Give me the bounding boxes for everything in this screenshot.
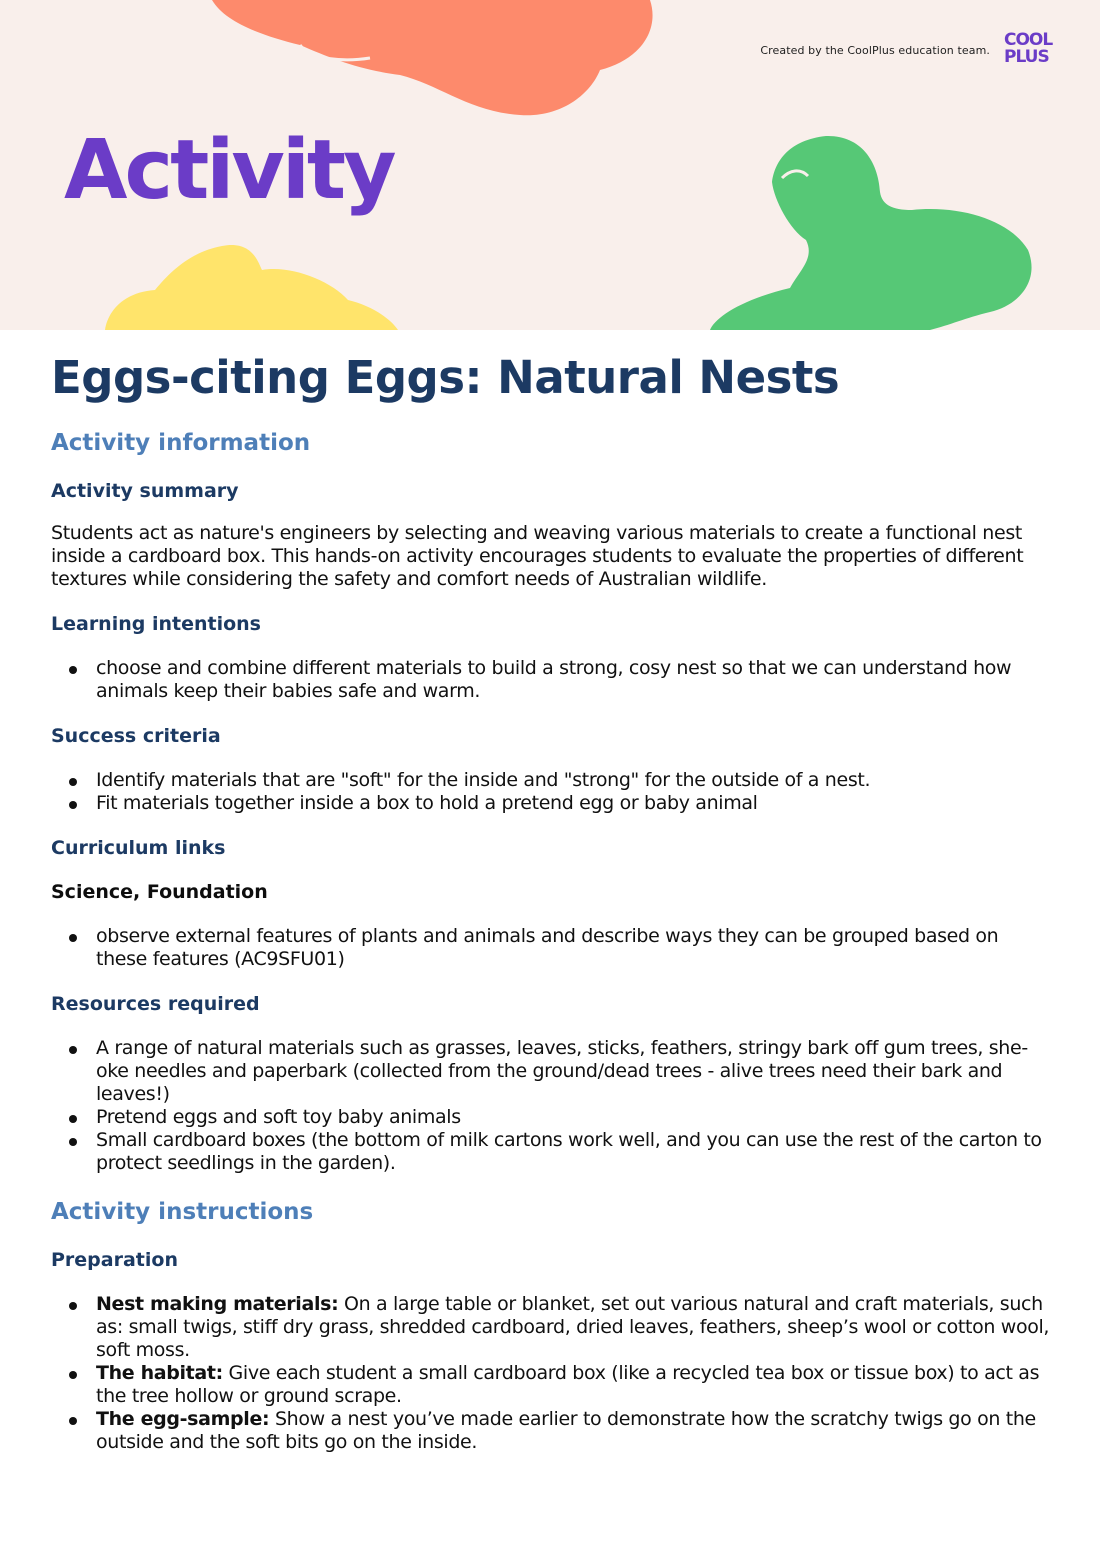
bullet-icon (69, 778, 77, 786)
curriculum-list (51, 925, 1051, 971)
list-item-text: Identify materials that are "soft" for the inside and "strong" for the outside of a nest. (96, 769, 871, 791)
learning-intentions-list (51, 657, 1051, 703)
bullet-icon (69, 801, 77, 809)
page-header (0, 0, 1100, 330)
list-item-text: Small cardboard boxes (the bottom of milk cartons work well, and you can use the rest of the carton to protect seedlings in the garden). (96, 1129, 1042, 1174)
curriculum-subject: Science, Foundation (51, 881, 268, 903)
bullet-icon (69, 1302, 77, 1310)
bullet-icon (69, 1417, 77, 1425)
yellow-blob (105, 245, 398, 330)
list-item (51, 1362, 1051, 1408)
subheading-activity-summary: Activity summary (51, 480, 239, 502)
list-item-label: The egg-sample: (96, 1408, 270, 1430)
list-item-text: On a large table or blanket, set out various natural and craft materials, such as: small twigs, stiff dry grass, shredded cardboard, dried leaves, feathers, sheep’s wool or cotton wool, soft moss. (96, 1293, 1050, 1361)
list-item-text: A range of natural materials such as grasses, leaves, sticks, feathers, stringy bark off gum trees, she-oke needles and paperbark (collected from the ground/dead trees - alive trees need their bark and leaves!) (96, 1037, 1028, 1105)
list-item-label: Nest making materials: (96, 1293, 339, 1315)
bullet-icon (69, 1046, 77, 1054)
logo-line-1: COOL (1004, 30, 1053, 50)
hero-title: Activity (64, 123, 394, 218)
summary-paragraph: Students act as nature's engineers by selecting and weaving various materials to create a functional nest inside a cardboard box. This hands-on activity encourages students to evaluate the properties of different textures while considering the safety and comfort needs of Australian wildlife. (51, 522, 1024, 590)
list-item (51, 1293, 1051, 1362)
list-item (51, 1129, 1051, 1175)
list-item-label: The habitat: (96, 1362, 223, 1384)
bullet-icon (69, 666, 77, 674)
subheading-success-criteria: Success criteria (51, 725, 221, 747)
preparation-list (51, 1293, 1051, 1454)
document-body (51, 350, 1051, 1454)
green-blob (710, 136, 1032, 330)
credit-text: Created by the CoolPlus education team. (760, 44, 990, 57)
list-item (51, 792, 1051, 815)
subheading-learning-intentions: Learning intentions (51, 613, 261, 635)
list-item-text: Show a nest you’ve made earlier to demonstrate how the scratchy twigs go on the outside and the soft bits go on the inside. (96, 1408, 1036, 1453)
bullet-icon (69, 1371, 77, 1379)
success-criteria-list (51, 769, 1051, 815)
subheading-preparation: Preparation (51, 1249, 178, 1271)
list-item (51, 1106, 1051, 1129)
list-item (51, 1408, 1051, 1454)
logo-line-2: PLUS (1004, 47, 1049, 67)
section-heading-activity-instructions: Activity instructions (51, 1199, 314, 1225)
list-item-text: Give each student a small cardboard box (like a recycled tea box or tissue box) to act as the tree hollow or ground scrape. (96, 1362, 1040, 1407)
coral-blob (212, 0, 653, 115)
list-item (51, 925, 1051, 971)
list-item (51, 1037, 1051, 1106)
bullet-icon (69, 1115, 77, 1123)
resources-list (51, 1037, 1051, 1175)
subheading-resources-required: Resources required (51, 993, 260, 1015)
list-item (51, 769, 1051, 792)
list-item-text: observe external features of plants and animals and describe ways they can be grouped based on these features (AC9SFU01) (96, 925, 999, 970)
document-title: Eggs-citing Eggs: Natural Nests (51, 351, 840, 404)
coolplus-logo (1004, 32, 1068, 66)
list-item (51, 657, 1051, 703)
list-item-text: Pretend eggs and soft toy baby animals (96, 1106, 461, 1128)
subheading-curriculum-links: Curriculum links (51, 837, 226, 859)
bullet-icon (69, 934, 77, 942)
section-heading-activity-information: Activity information (51, 430, 311, 456)
list-item-text: Fit materials together inside a box to hold a pretend egg or baby animal (96, 792, 758, 814)
bullet-icon (69, 1138, 77, 1146)
list-item-text: choose and combine different materials to build a strong, cosy nest so that we can understand how animals keep their babies safe and warm. (96, 657, 1012, 702)
